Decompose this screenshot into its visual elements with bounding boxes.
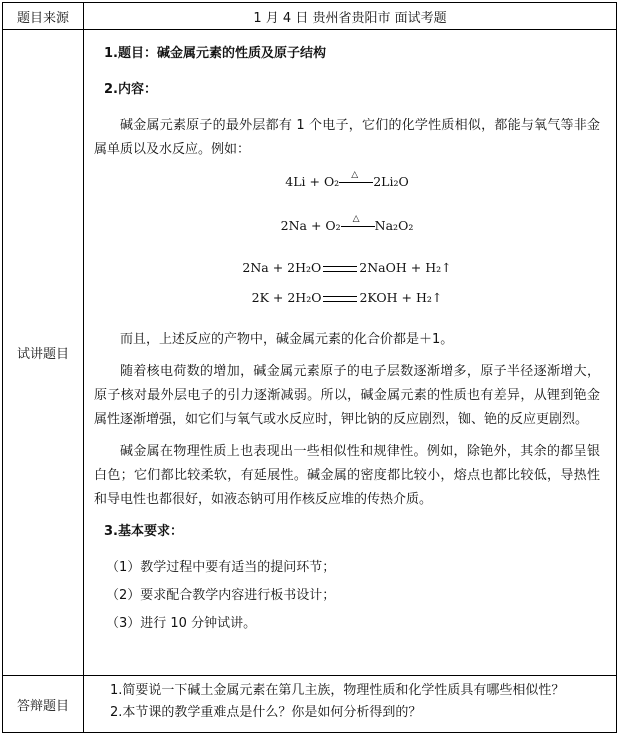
defense-questions — [84, 676, 617, 733]
equation-3 — [94, 256, 600, 280]
paragraph-3: 随着核电荷数的增加，碱金属元素原子的电子层数逐渐增多，原子半径逐渐增大，原子核对最外层电子的引力逐渐减弱。所以，碱金属元素的性质也有差异，从锂到铯金属性逐渐增强，如它们与氧气或水反应时，钾比钠的反应剧烈，铷、铯的反应更剧烈。 — [94, 364, 600, 427]
equation-1-right: 2Li₂O — [373, 174, 409, 189]
heat-condition: △ — [351, 169, 359, 180]
heat-arrow-icon — [341, 213, 375, 232]
source-row — [3, 3, 617, 30]
equation-1-left: 4Li + O₂ — [285, 174, 340, 189]
defense-question-2: 2.本节课的教学重难点是什么？你是如何分析得到的？ — [110, 705, 422, 720]
heat-arrow-icon — [339, 169, 373, 188]
lecture-row — [3, 30, 617, 676]
paragraph-4: 碱金属在物理性质上也表现出一些相似性和规律性。例如，除铯外，其余的都呈银白色；它们都比较柔软，有延展性。碱金属的密度都比较小，熔点也都比较低，导热性和导电性也都很好，如液态钠可用作核反应堆的传热介质。 — [94, 444, 600, 507]
equals-sign-icon — [323, 266, 357, 272]
equation-2-left: 2Na + O₂ — [280, 218, 341, 233]
equation-3-right: 2NaOH + H₂↑ — [359, 260, 452, 275]
topic-title: 1.题目：碱金属元素的性质及原子结构 — [104, 46, 326, 61]
document-table — [2, 2, 617, 733]
lecture-content — [84, 30, 616, 636]
equation-4 — [94, 286, 600, 310]
source-value: 1 月 4 日 贵州省贵阳市 面试考题 — [84, 3, 617, 30]
heat-condition: △ — [352, 213, 360, 224]
lecture-label: 试讲题目 — [3, 30, 84, 676]
requirement-item: （2）要求配合教学内容进行板书设计； — [106, 588, 336, 603]
defense-label: 答辩题目 — [3, 676, 84, 733]
source-label: 题目来源 — [3, 3, 84, 30]
paragraph-2: 而且，上述反应的产物中，碱金属元素的化合价都是＋1。 — [120, 332, 454, 347]
equation-3-left: 2Na + 2H₂O — [242, 260, 322, 275]
requirement-item: （1）教学过程中要有适当的提问环节； — [106, 560, 336, 575]
defense-question-1: 1.简要说一下碱土金属元素在第几主族，物理性质和化学性质具有哪些相似性？ — [110, 683, 565, 698]
defense-row — [3, 676, 617, 733]
equation-2-right: Na₂O₂ — [374, 218, 414, 233]
equation-2 — [94, 214, 600, 238]
equation-4-right: 2KOH + H₂↑ — [359, 290, 443, 305]
paragraph-1: 碱金属元素原子的最外层都有 1 个电子，它们的化学性质相似，都能与氧气等非金属单质以及水反应。例如： — [94, 118, 600, 157]
requirement-item: （3）进行 10 分钟试讲。 — [106, 616, 257, 631]
equals-sign-icon — [323, 296, 357, 302]
lecture-content-cell — [84, 30, 617, 676]
content-heading: 2.内容： — [104, 82, 157, 97]
equation-1 — [94, 170, 600, 194]
requirements-heading: 3.基本要求： — [104, 524, 183, 539]
equation-4-left: 2K + 2H₂O — [251, 290, 322, 305]
